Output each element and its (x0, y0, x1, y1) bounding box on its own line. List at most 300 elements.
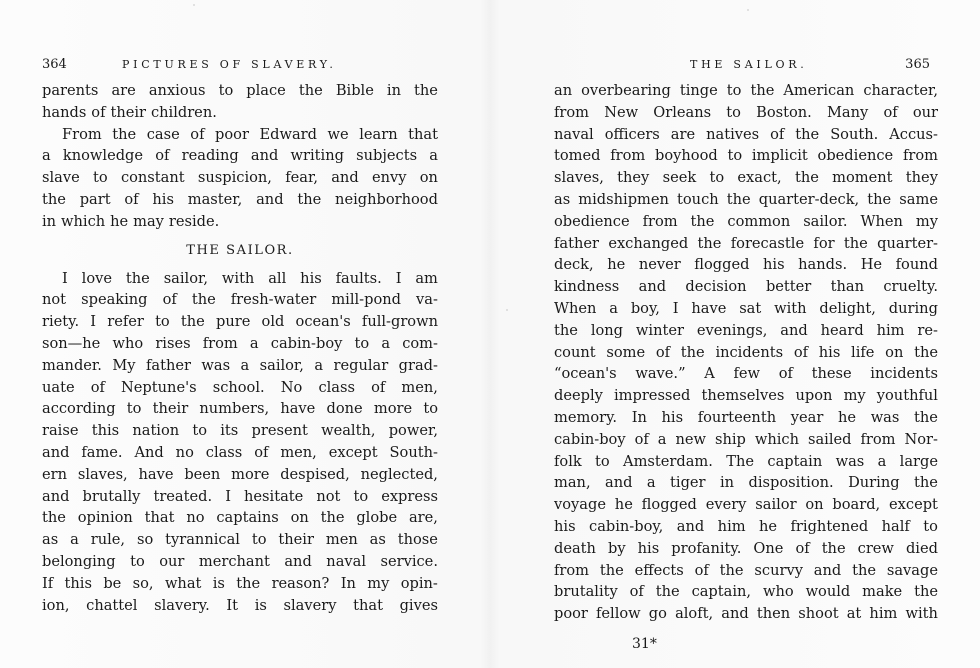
word: fellow (596, 605, 641, 623)
word: writing (290, 147, 344, 165)
word: the (697, 234, 722, 252)
text-line (554, 124, 938, 146)
word: to (354, 334, 370, 352)
word: more (373, 400, 413, 418)
word: slaves, (77, 465, 128, 483)
text-line (554, 189, 938, 211)
word: men, (280, 443, 317, 461)
word: of (655, 343, 671, 361)
text-line (554, 538, 938, 560)
word: full-grown (361, 313, 438, 331)
word: are (670, 125, 696, 143)
word: When (860, 212, 903, 230)
word: the (414, 82, 438, 99)
word: boyhood (655, 147, 718, 165)
word: Neptune's (121, 378, 197, 396)
word: naval (554, 125, 594, 143)
word: ion, (42, 596, 70, 614)
word: master, (187, 190, 243, 208)
word: are, (408, 509, 438, 527)
word: anxious (148, 82, 206, 99)
word: officers (604, 125, 660, 143)
word: and (721, 605, 749, 623)
word: except (889, 496, 938, 514)
word: neighborhood (335, 190, 438, 208)
word: man, (554, 474, 591, 492)
text-line (42, 189, 438, 211)
word: During (848, 474, 900, 492)
word: they (905, 169, 938, 187)
word: natives (706, 125, 760, 143)
word: poor (215, 125, 249, 143)
word: sat (739, 299, 762, 317)
word: found (895, 256, 938, 274)
word: by (608, 539, 626, 557)
word: the (191, 291, 216, 309)
word: may (133, 212, 164, 230)
word: midshipmen (578, 190, 669, 208)
word: crew (857, 539, 894, 557)
word: tomed (554, 147, 601, 165)
text-line (554, 451, 938, 473)
word: present (251, 422, 308, 440)
word: his (152, 190, 174, 208)
word: re- (917, 321, 938, 339)
word: children. (150, 103, 217, 121)
word: a (657, 430, 667, 448)
word: his (818, 343, 841, 361)
word: disposition. (748, 474, 834, 492)
word: New (604, 103, 639, 121)
word: father (554, 234, 599, 252)
right-running-title: THE SAILOR. (690, 58, 808, 71)
word: the (750, 82, 775, 99)
word: to (595, 452, 610, 470)
word: He (860, 256, 883, 274)
word: And (134, 443, 164, 461)
word: the (42, 190, 66, 208)
word: Many (826, 103, 869, 121)
word: than (830, 278, 864, 296)
word: upon (795, 387, 833, 405)
word: wealth, (321, 422, 376, 440)
text-line (554, 145, 938, 167)
word: The (726, 452, 755, 470)
word: and (256, 190, 284, 208)
word: been (184, 465, 221, 483)
text-line (42, 124, 438, 146)
word: and (813, 561, 842, 579)
text-line (554, 385, 938, 407)
word: fear, (285, 169, 318, 187)
word: his (554, 517, 576, 535)
word: of (90, 378, 105, 396)
word: uate (42, 378, 75, 396)
word: savage (886, 561, 938, 579)
word: to (726, 82, 742, 99)
word: riety. (42, 313, 80, 331)
word: as (42, 531, 59, 549)
word: common (727, 212, 791, 230)
word: voyage (554, 496, 606, 514)
word: from (202, 334, 238, 352)
word: and (780, 321, 808, 339)
word: sailor, (163, 269, 209, 287)
word: slaves, (554, 169, 604, 187)
word: was (201, 356, 231, 374)
word: be (103, 574, 122, 592)
word: he (614, 496, 633, 514)
word: in (386, 82, 401, 99)
word: globe (356, 509, 398, 527)
text-line (554, 298, 938, 320)
word: Accus- (889, 125, 938, 143)
word: the (680, 343, 705, 361)
word: Boston. (756, 103, 812, 121)
word: his (637, 539, 660, 557)
word: the (180, 313, 205, 331)
word: implicit (751, 147, 808, 165)
word: Bible (335, 82, 374, 99)
word: despised, (280, 465, 350, 483)
word: brutally (82, 487, 141, 505)
word: who (762, 583, 794, 601)
word: son—he (42, 334, 101, 352)
text-line (554, 429, 938, 451)
word: to (353, 487, 369, 505)
text-line (42, 398, 438, 420)
word: exchanged (608, 234, 689, 252)
word: him (869, 605, 898, 623)
word: which (61, 212, 106, 230)
word: a (249, 334, 259, 352)
word: as (369, 531, 386, 549)
word: in (719, 474, 735, 492)
word: in (42, 212, 57, 230)
word: men, (401, 378, 438, 396)
word: from (860, 430, 896, 448)
word: service. (380, 552, 438, 570)
word: he (110, 212, 129, 230)
left-paragraph-3 (42, 268, 438, 617)
word: every (705, 496, 747, 514)
word: cabin-boy, (589, 517, 664, 535)
word: quarter-deck, (758, 190, 860, 208)
text-line (42, 355, 438, 377)
word: a (877, 452, 887, 470)
word: this (64, 574, 92, 592)
paper-speck (747, 9, 749, 11)
word: the (914, 408, 938, 426)
word: part (79, 190, 111, 208)
word: refer (107, 313, 144, 331)
word: the (821, 539, 846, 557)
word: those (397, 531, 438, 549)
word: South- (389, 443, 438, 461)
word: the (914, 583, 938, 601)
word: tyrannical (165, 531, 240, 549)
word: this (91, 422, 120, 440)
word: our (159, 552, 185, 570)
word: obedience (554, 212, 630, 230)
word: incidents (870, 365, 938, 383)
text-line (554, 363, 938, 385)
word: of (795, 539, 810, 557)
word: fame. (81, 443, 123, 461)
word: reading (181, 147, 239, 165)
word: a (646, 474, 656, 492)
word: from (902, 147, 938, 165)
word: he (759, 517, 778, 535)
signature-mark: 31* (632, 636, 657, 652)
text-line (554, 472, 938, 494)
word: of (254, 443, 269, 461)
word: to (192, 422, 208, 440)
word: large (899, 452, 938, 470)
word: was (870, 408, 900, 426)
word: was (835, 452, 865, 470)
word: the (794, 169, 819, 187)
word: the (320, 509, 345, 527)
word: of (634, 430, 649, 448)
word: From (62, 125, 102, 143)
word: In (631, 408, 647, 426)
word: the (297, 190, 322, 208)
word: my (843, 387, 866, 405)
word: “ocean's (554, 365, 617, 383)
word: rule, (90, 531, 126, 549)
text-line (42, 573, 438, 595)
word: their (152, 400, 189, 418)
word: envy (371, 169, 407, 187)
word: and (605, 474, 633, 492)
word: pure (216, 313, 251, 331)
word: my (915, 212, 938, 230)
text-line (42, 167, 438, 189)
word: hesitate (244, 487, 304, 505)
word: so, (132, 574, 154, 592)
word: to (423, 400, 438, 418)
word: its (220, 422, 239, 440)
word: place (246, 82, 286, 99)
word: folk (554, 452, 582, 470)
word: raise (42, 422, 79, 440)
text-line (42, 442, 438, 464)
word: learn (359, 125, 398, 143)
word: gives (399, 596, 438, 614)
text-line (554, 516, 938, 538)
right-running-head (554, 57, 938, 73)
word: obedience (817, 147, 894, 165)
word: wave.” (635, 365, 686, 383)
text-line (42, 80, 438, 102)
word: for (813, 234, 835, 252)
word: tinge (679, 82, 718, 99)
word: captains (216, 509, 279, 527)
text-line (554, 560, 938, 582)
word: that (408, 125, 438, 143)
word: to (709, 169, 725, 187)
word: who (112, 334, 144, 352)
word: from (642, 212, 678, 230)
word: evenings, (696, 321, 768, 339)
word: numbers, (199, 400, 270, 418)
word: the (795, 125, 820, 143)
word: the (726, 190, 751, 208)
paper-speck (506, 309, 508, 311)
word: is (212, 574, 225, 592)
word: long (590, 321, 624, 339)
left-running-title: PICTURES OF SLAVERY. (122, 58, 337, 71)
word: of (883, 103, 898, 121)
text-line (42, 268, 438, 290)
text-line (42, 333, 438, 355)
word: no (175, 443, 194, 461)
word: is (254, 596, 267, 614)
text-line (42, 486, 438, 508)
word: flogged (694, 256, 750, 274)
word: effects (634, 561, 684, 579)
text-line (554, 167, 938, 189)
word: then (756, 605, 791, 623)
word: I (90, 313, 97, 331)
word: fresh-water (230, 291, 317, 309)
word: he (837, 408, 857, 426)
word: the (599, 561, 624, 579)
word: cruelty. (883, 278, 938, 296)
word: rises (155, 334, 191, 352)
word: youthful (876, 387, 938, 405)
word: make (862, 583, 903, 601)
word: death (554, 539, 596, 557)
word: and (42, 443, 70, 461)
word: board, (832, 496, 881, 514)
word: hands. (798, 256, 848, 274)
word: the (125, 269, 150, 287)
word: the (298, 82, 323, 99)
word: of (155, 147, 170, 165)
word: ship (714, 430, 746, 448)
text-line (42, 211, 438, 233)
right-page (554, 0, 938, 668)
word: I (225, 487, 231, 505)
word: and (250, 147, 279, 165)
word: mander. (42, 356, 102, 374)
word: to (155, 313, 170, 331)
word: better (765, 278, 812, 296)
word: opinion (77, 509, 133, 527)
word: the (236, 574, 261, 592)
word: tiger (670, 474, 706, 492)
word: deck, (554, 256, 594, 274)
word: One (753, 539, 784, 557)
word: he (607, 256, 626, 274)
word: on (290, 509, 309, 527)
word: power, (388, 422, 438, 440)
word: A (704, 365, 715, 383)
text-line (42, 420, 438, 442)
word: It (226, 596, 239, 614)
word: with (221, 269, 255, 287)
word: the (719, 561, 744, 579)
word: a (240, 356, 250, 374)
word: a (609, 299, 618, 317)
word: case (146, 125, 180, 143)
word: seek (662, 169, 697, 187)
word: winter (635, 321, 684, 339)
word: South. (830, 125, 879, 143)
word: I (395, 269, 402, 287)
word: In (340, 574, 356, 592)
text-line (554, 211, 938, 233)
word: at (846, 605, 862, 623)
word: merchant (198, 552, 270, 570)
word: died (905, 539, 938, 557)
word: all (268, 269, 287, 287)
word: of (694, 561, 709, 579)
word: would (805, 583, 851, 601)
word: chattel (86, 596, 138, 614)
word: to (130, 552, 145, 570)
word: of (190, 125, 205, 143)
word: these (811, 365, 852, 383)
text-line (42, 311, 438, 333)
word: ocean's (295, 313, 351, 331)
word: life (851, 343, 875, 361)
section-heading: THE SAILOR. (186, 242, 294, 258)
word: never (638, 256, 681, 274)
word: slavery. (154, 596, 210, 614)
word: half (881, 517, 910, 535)
word: slave (42, 169, 80, 187)
word: his (763, 256, 785, 274)
text-line (554, 320, 938, 342)
word: parents (42, 82, 99, 99)
word: American (783, 82, 855, 99)
word: When (554, 299, 597, 317)
word: and (284, 552, 312, 570)
word: ern (42, 465, 68, 483)
text-line (554, 102, 938, 124)
word: If (42, 574, 54, 592)
word: slavery (283, 596, 337, 614)
word: neglected, (360, 465, 438, 483)
word: their (278, 531, 314, 549)
word: on (805, 496, 824, 514)
word: a (42, 147, 51, 165)
word: com- (402, 334, 438, 352)
text-line (42, 507, 438, 529)
word: to (93, 169, 108, 187)
word: not (316, 487, 341, 505)
word: him (717, 517, 746, 535)
word: class (318, 378, 355, 396)
word: mill-pond (331, 291, 401, 309)
word: the (112, 125, 137, 143)
word: cabin-boy (554, 430, 626, 448)
word: moment (832, 169, 893, 187)
word: Edward (259, 125, 317, 143)
word: according (42, 400, 116, 418)
word: new (675, 430, 706, 448)
word: quarter- (877, 234, 938, 252)
left-running-head (42, 57, 438, 73)
word: and (42, 487, 70, 505)
word: incidents (715, 343, 784, 361)
word: the (690, 212, 715, 230)
word: and (676, 517, 705, 535)
word: class (205, 443, 243, 461)
